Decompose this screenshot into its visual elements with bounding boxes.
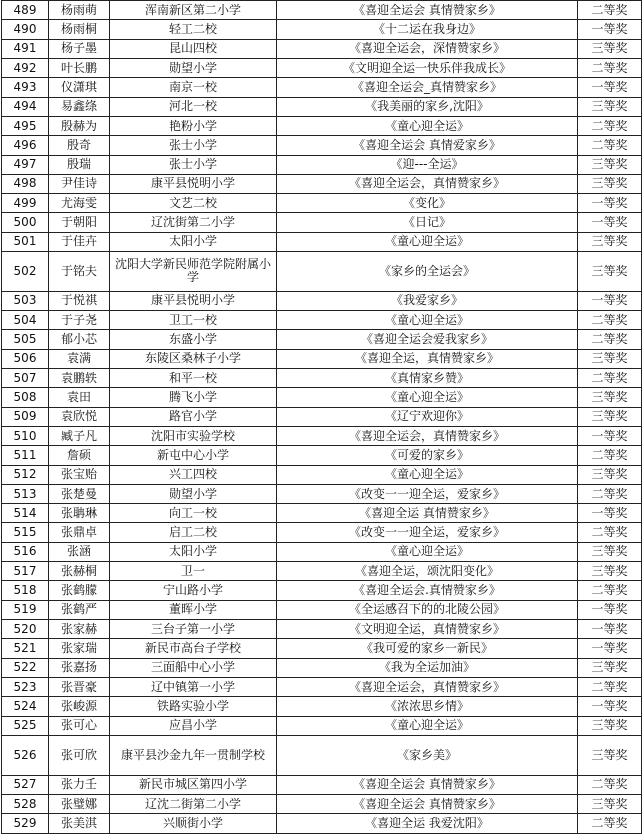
- table-row: [2, 194, 642, 213]
- row-number-cell: 523: [2, 677, 49, 696]
- student-name-cell: 杨子墨: [49, 39, 110, 58]
- table-row: [2, 426, 642, 445]
- school-name-cell: 文艺二校: [110, 194, 277, 213]
- school-name-cell: 铁路实验小学: [110, 697, 277, 716]
- award-level-cell: 二等奖: [578, 330, 642, 349]
- student-name-cell: 殷赫为: [49, 116, 110, 135]
- student-name-cell: 张聃琳: [49, 504, 110, 523]
- table-row: [2, 116, 642, 135]
- student-name-cell: 于朝阳: [49, 213, 110, 232]
- student-name-cell: 殷瑞: [49, 155, 110, 174]
- student-name-cell: 张楚曼: [49, 484, 110, 503]
- row-number-cell: 522: [2, 658, 49, 677]
- school-name-cell: 浑南新区第二小学: [110, 1, 277, 20]
- school-name-cell: 腾飞小学: [110, 388, 277, 407]
- student-name-cell: 袁欣悦: [49, 407, 110, 426]
- essay-title-cell: 《喜迎全运会 真情赞家乡》: [277, 775, 578, 794]
- award-level-cell: 二等奖: [578, 116, 642, 135]
- award-level-cell: 一等奖: [578, 194, 642, 213]
- essay-title-cell: 《喜迎全运 我爱沈阳》: [277, 814, 578, 834]
- award-level-cell: 一等奖: [578, 291, 642, 310]
- row-number-cell: 510: [2, 426, 49, 445]
- row-number-cell: 511: [2, 446, 49, 465]
- student-name-cell: 易鑫绦: [49, 97, 110, 116]
- essay-title-cell: 《迎---全运》: [277, 155, 578, 174]
- row-number-cell: 512: [2, 465, 49, 484]
- table-row: [2, 349, 642, 368]
- school-name-cell: 卫工一校: [110, 311, 277, 330]
- school-name-cell: 启工二校: [110, 523, 277, 542]
- student-name-cell: 张力壬: [49, 775, 110, 794]
- student-name-cell: 尤海雯: [49, 194, 110, 213]
- school-name-cell: 应昌小学: [110, 716, 277, 735]
- award-level-cell: 三等奖: [578, 562, 642, 581]
- award-level-cell: 一等奖: [578, 697, 642, 716]
- essay-title-cell: 《可爱的家乡》: [277, 446, 578, 465]
- essay-title-cell: 《喜迎全运会 真情爱家乡》: [277, 136, 578, 155]
- table-row: [2, 20, 642, 39]
- row-number-cell: 516: [2, 542, 49, 561]
- school-name-cell: 太阳小学: [110, 542, 277, 561]
- award-level-cell: 一等奖: [578, 620, 642, 639]
- award-level-cell: 二等奖: [578, 814, 642, 834]
- student-name-cell: 张赫桐: [49, 562, 110, 581]
- table-row: [2, 368, 642, 387]
- table-row: [2, 639, 642, 658]
- student-name-cell: 郁小芯: [49, 330, 110, 349]
- row-number-cell: 495: [2, 116, 49, 135]
- essay-title-cell: 《喜迎全运会 真情赞家乡》: [277, 1, 578, 20]
- award-level-cell: 二等奖: [578, 484, 642, 503]
- student-name-cell: 杨雨桐: [49, 20, 110, 39]
- student-name-cell: 于悦祺: [49, 291, 110, 310]
- award-level-cell: 二等奖: [578, 581, 642, 600]
- table-row: [2, 97, 642, 116]
- school-name-cell: 三台子第一小学: [110, 620, 277, 639]
- school-name-cell: 张士小学: [110, 155, 277, 174]
- school-name-cell: 河北一校: [110, 97, 277, 116]
- essay-title-cell: 《变化》: [277, 194, 578, 213]
- table-row: [2, 620, 642, 639]
- essay-title-cell: 《喜迎全运会，真情赞家乡》: [277, 426, 578, 445]
- student-name-cell: 张宝贻: [49, 465, 110, 484]
- row-number-cell: 528: [2, 794, 49, 813]
- essay-title-cell: 《喜迎全运 真情赞家乡》: [277, 504, 578, 523]
- student-name-cell: 张璧娜: [49, 794, 110, 813]
- row-number-cell: 514: [2, 504, 49, 523]
- table-row: [2, 58, 642, 77]
- essay-title-cell: 《我美丽的家乡,沈阳》: [277, 97, 578, 116]
- table-row: [2, 716, 642, 735]
- table-row: [2, 814, 642, 834]
- school-name-cell: 张士小学: [110, 136, 277, 155]
- school-name-cell: 新民市高台子学校: [110, 639, 277, 658]
- essay-title-cell: 《文明迎全运一快乐伴我成长》: [277, 58, 578, 77]
- table-row: [2, 658, 642, 677]
- row-number-cell: 505: [2, 330, 49, 349]
- table-row: [2, 581, 642, 600]
- table-row: [2, 562, 642, 581]
- student-name-cell: 袁满: [49, 349, 110, 368]
- award-level-cell: 二等奖: [578, 446, 642, 465]
- essay-title-cell: 《全运感召下的的北陵公园》: [277, 600, 578, 619]
- table-row: [2, 794, 642, 813]
- essay-title-cell: 《童心迎全运》: [277, 542, 578, 561]
- award-level-cell: 一等奖: [578, 213, 642, 232]
- table-row: [2, 600, 642, 619]
- school-name-cell: 沈阳大学新民师范学院附属小学: [110, 252, 277, 292]
- essay-title-cell: 《喜迎全运会.真情赞家乡》: [277, 581, 578, 600]
- essay-title-cell: 《喜迎全运，真情赞家乡》: [277, 349, 578, 368]
- school-name-cell: 沈阳市实验学校: [110, 426, 277, 445]
- student-name-cell: 叶长鹏: [49, 58, 110, 77]
- row-number-cell: 497: [2, 155, 49, 174]
- school-name-cell: 董晖小学: [110, 600, 277, 619]
- student-name-cell: 张鹤朦: [49, 581, 110, 600]
- award-level-cell: 一等奖: [578, 504, 642, 523]
- essay-title-cell: 《喜迎全运会，真情赞家乡》: [277, 174, 578, 193]
- student-name-cell: 张家赫: [49, 620, 110, 639]
- table-row: [2, 78, 642, 97]
- row-number-cell: 508: [2, 388, 49, 407]
- row-number-cell: 494: [2, 97, 49, 116]
- school-name-cell: 和平一校: [110, 368, 277, 387]
- row-number-cell: 524: [2, 697, 49, 716]
- essay-title-cell: 《我可爱的家乡一新民》: [277, 639, 578, 658]
- student-name-cell: 张美淇: [49, 814, 110, 834]
- student-name-cell: 张峻源: [49, 697, 110, 716]
- table-row: [2, 136, 642, 155]
- student-name-cell: 于子尧: [49, 311, 110, 330]
- school-name-cell: 轻工二校: [110, 20, 277, 39]
- school-name-cell: 新民市城区第四小学: [110, 775, 277, 794]
- essay-title-cell: 《我爱家乡》: [277, 291, 578, 310]
- row-number-cell: 489: [2, 1, 49, 20]
- table-row: [2, 311, 642, 330]
- student-name-cell: 臧子凡: [49, 426, 110, 445]
- table-row: [2, 677, 642, 696]
- table-row: [2, 252, 642, 292]
- table-row: [2, 407, 642, 426]
- school-name-cell: 东陵区桑林子小学: [110, 349, 277, 368]
- table-row: [2, 446, 642, 465]
- student-name-cell: 张可心: [49, 716, 110, 735]
- table-row: [2, 388, 642, 407]
- row-number-cell: 490: [2, 20, 49, 39]
- row-number-cell: 527: [2, 775, 49, 794]
- table-row: [2, 697, 642, 716]
- essay-title-cell: 《喜迎全运会爱我家乡》: [277, 330, 578, 349]
- row-number-cell: 499: [2, 194, 49, 213]
- essay-title-cell: 《喜迎全运会，真情赞家乡》: [277, 677, 578, 696]
- essay-title-cell: 《喜迎全运，颂沈阳变化》: [277, 562, 578, 581]
- school-name-cell: 兴工四校: [110, 465, 277, 484]
- awards-table-body: [2, 1, 642, 834]
- award-level-cell: 三等奖: [578, 174, 642, 193]
- essay-title-cell: 《我为全运加油》: [277, 658, 578, 677]
- school-name-cell: 三面船中心小学: [110, 658, 277, 677]
- row-number-cell: 513: [2, 484, 49, 503]
- student-name-cell: 张鼎卓: [49, 523, 110, 542]
- school-name-cell: 新屯中心小学: [110, 446, 277, 465]
- student-name-cell: 张家瑞: [49, 639, 110, 658]
- essay-title-cell: 《家乡美》: [277, 735, 578, 775]
- table-row: [2, 155, 642, 174]
- school-name-cell: 昆山四校: [110, 39, 277, 58]
- row-number-cell: 518: [2, 581, 49, 600]
- essay-title-cell: 《童心迎全运》: [277, 716, 578, 735]
- essay-title-cell: 《改变一一迎全运，爱家乡》: [277, 523, 578, 542]
- table-row: [2, 291, 642, 310]
- award-level-cell: 一等奖: [578, 20, 642, 39]
- row-number-cell: 521: [2, 639, 49, 658]
- award-level-cell: 二等奖: [578, 136, 642, 155]
- row-number-cell: 500: [2, 213, 49, 232]
- row-number-cell: 492: [2, 58, 49, 77]
- student-name-cell: 杨雨萌: [49, 1, 110, 20]
- student-name-cell: 于佳卉: [49, 232, 110, 251]
- student-name-cell: 张鹤严: [49, 600, 110, 619]
- essay-title-cell: 《童心迎全运》: [277, 311, 578, 330]
- award-level-cell: 二等奖: [578, 1, 642, 20]
- student-name-cell: 仪潇琪: [49, 78, 110, 97]
- table-row: [2, 735, 642, 775]
- row-number-cell: 491: [2, 39, 49, 58]
- award-level-cell: 三等奖: [578, 39, 642, 58]
- table-row: [2, 1, 642, 20]
- essay-title-cell: 《童心迎全运》: [277, 232, 578, 251]
- school-name-cell: 卫一: [110, 562, 277, 581]
- school-name-cell: 太阳小学: [110, 232, 277, 251]
- school-name-cell: 路官小学: [110, 407, 277, 426]
- table-row: [2, 330, 642, 349]
- student-name-cell: 张晋豪: [49, 677, 110, 696]
- student-name-cell: 于铭夫: [49, 252, 110, 292]
- row-number-cell: 519: [2, 600, 49, 619]
- school-name-cell: 康平县悦明小学: [110, 174, 277, 193]
- essay-title-cell: 《辽宁欢迎你》: [277, 407, 578, 426]
- award-level-cell: 二等奖: [578, 368, 642, 387]
- essay-title-cell: 《童心迎全运》: [277, 388, 578, 407]
- award-level-cell: 三等奖: [578, 155, 642, 174]
- award-level-cell: 一等奖: [578, 426, 642, 445]
- row-number-cell: 529: [2, 814, 49, 834]
- award-level-cell: 一等奖: [578, 600, 642, 619]
- essay-title-cell: 《喜迎全运会 真情赞家乡》: [277, 794, 578, 813]
- row-number-cell: 507: [2, 368, 49, 387]
- essay-title-cell: 《喜迎全运会_真情赞家乡》: [277, 78, 578, 97]
- essay-title-cell: 《十二运在我身边》: [277, 20, 578, 39]
- essay-title-cell: 《日记》: [277, 213, 578, 232]
- award-level-cell: 三等奖: [578, 716, 642, 735]
- student-name-cell: 张可欣: [49, 735, 110, 775]
- essay-title-cell: 《文明迎全运，真情赞家乡》: [277, 620, 578, 639]
- award-level-cell: 三等奖: [578, 794, 642, 813]
- school-name-cell: 辽中镇第一小学: [110, 677, 277, 696]
- essay-title-cell: 《喜迎全运会，深情赞家乡》: [277, 39, 578, 58]
- essay-title-cell: 《真情家乡赞》: [277, 368, 578, 387]
- award-level-cell: 三等奖: [578, 388, 642, 407]
- school-name-cell: 宁山路小学: [110, 581, 277, 600]
- school-name-cell: 向工一校: [110, 504, 277, 523]
- row-number-cell: 503: [2, 291, 49, 310]
- row-number-cell: 509: [2, 407, 49, 426]
- award-level-cell: 二等奖: [578, 58, 642, 77]
- award-level-cell: 二等奖: [578, 311, 642, 330]
- award-level-cell: 一等奖: [578, 78, 642, 97]
- essay-title-cell: 《浓浓思乡情》: [277, 697, 578, 716]
- award-level-cell: 三等奖: [578, 349, 642, 368]
- award-level-cell: 二等奖: [578, 523, 642, 542]
- row-number-cell: 501: [2, 232, 49, 251]
- student-name-cell: 张涵: [49, 542, 110, 561]
- award-level-cell: 三等奖: [578, 97, 642, 116]
- school-name-cell: 勋望小学: [110, 58, 277, 77]
- award-level-cell: 三等奖: [578, 735, 642, 775]
- school-name-cell: 勋望小学: [110, 484, 277, 503]
- essay-title-cell: 《改变一一迎全运，爱家乡》: [277, 484, 578, 503]
- award-level-cell: 二等奖: [578, 677, 642, 696]
- essay-title-cell: 《家乡的全运会》: [277, 252, 578, 292]
- table-row: [2, 174, 642, 193]
- table-row: [2, 39, 642, 58]
- row-number-cell: 506: [2, 349, 49, 368]
- row-number-cell: 517: [2, 562, 49, 581]
- student-name-cell: 袁田: [49, 388, 110, 407]
- table-row: [2, 504, 642, 523]
- school-name-cell: 辽沈街第二小学: [110, 213, 277, 232]
- row-number-cell: 493: [2, 78, 49, 97]
- award-level-cell: 三等奖: [578, 465, 642, 484]
- student-name-cell: 尹佳诗: [49, 174, 110, 193]
- row-number-cell: 502: [2, 252, 49, 292]
- row-number-cell: 496: [2, 136, 49, 155]
- school-name-cell: 兴顺街小学: [110, 814, 277, 834]
- row-number-cell: 526: [2, 735, 49, 775]
- award-level-cell: 三等奖: [578, 232, 642, 251]
- student-name-cell: 殷奇: [49, 136, 110, 155]
- row-number-cell: 498: [2, 174, 49, 193]
- table-row: [2, 232, 642, 251]
- essay-title-cell: 《童心迎全运》: [277, 465, 578, 484]
- award-level-cell: 三等奖: [578, 407, 642, 426]
- school-name-cell: 辽沈二街第二小学: [110, 794, 277, 813]
- row-number-cell: 525: [2, 716, 49, 735]
- award-level-cell: 三等奖: [578, 252, 642, 292]
- table-row: [2, 213, 642, 232]
- table-row: [2, 542, 642, 561]
- student-name-cell: 张嘉扬: [49, 658, 110, 677]
- award-level-cell: 三等奖: [578, 658, 642, 677]
- award-level-cell: 二等奖: [578, 775, 642, 794]
- school-name-cell: 艳粉小学: [110, 116, 277, 135]
- table-row: [2, 484, 642, 503]
- row-number-cell: 515: [2, 523, 49, 542]
- student-name-cell: 詹硕: [49, 446, 110, 465]
- table-row: [2, 523, 642, 542]
- row-number-cell: 504: [2, 311, 49, 330]
- awards-table: [1, 0, 642, 834]
- school-name-cell: 南京一校: [110, 78, 277, 97]
- school-name-cell: 康平县悦明小学: [110, 291, 277, 310]
- row-number-cell: 520: [2, 620, 49, 639]
- table-row: [2, 465, 642, 484]
- school-name-cell: 东盛小学: [110, 330, 277, 349]
- award-level-cell: 一等奖: [578, 639, 642, 658]
- student-name-cell: 袁鹏轶: [49, 368, 110, 387]
- essay-title-cell: 《童心迎全运》: [277, 116, 578, 135]
- award-level-cell: 三等奖: [578, 542, 642, 561]
- table-row: [2, 775, 642, 794]
- school-name-cell: 康平县沙金九年一贯制学校: [110, 735, 277, 775]
